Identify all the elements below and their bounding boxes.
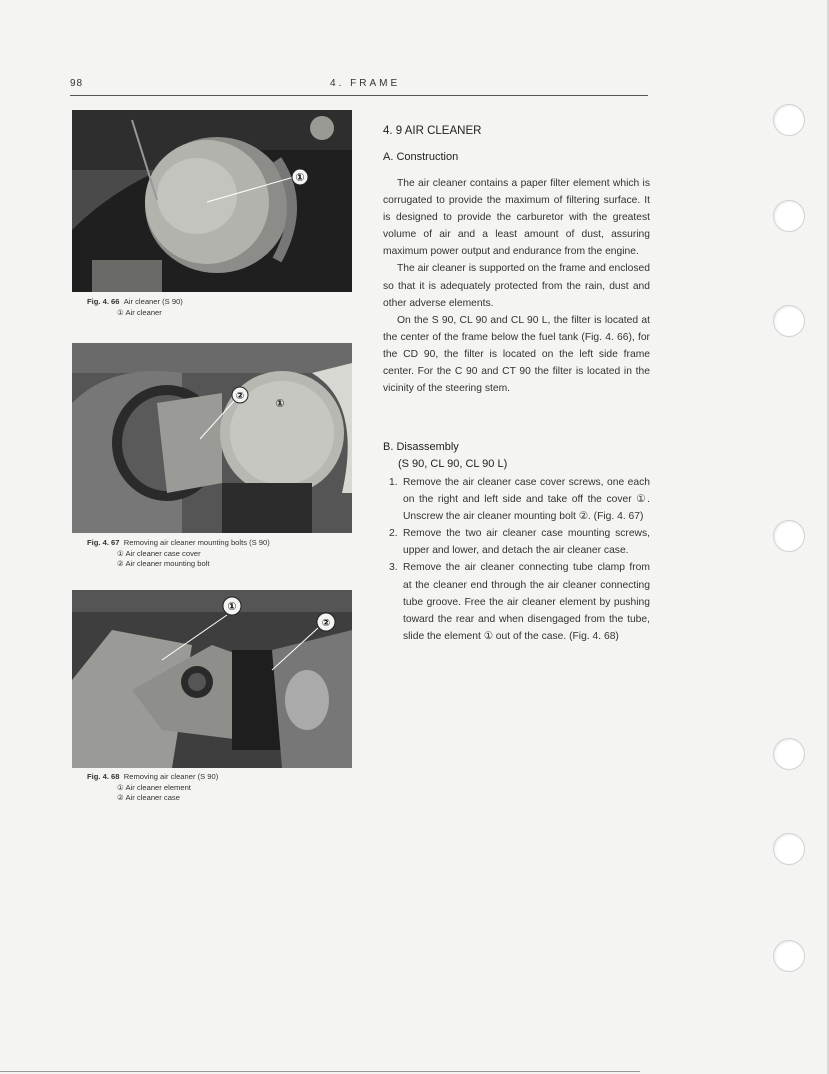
figure-4-68-photo [72, 590, 352, 768]
punch-hole [773, 104, 805, 136]
disassembly-heading: B. Disassembly [383, 441, 459, 453]
figure-4-66-caption [87, 297, 183, 318]
caption-title: Air cleaner (S 90) [123, 297, 183, 306]
punch-hole [773, 738, 805, 770]
footer-rule [0, 1071, 640, 1072]
list-item: 2. Remove the two air cleaner case mounting screws, upper and lower, and detach the air cleaner case. [389, 528, 650, 557]
caption-item: ① Air cleaner [117, 307, 162, 317]
punch-hole [773, 520, 805, 552]
page-number: 98 [70, 78, 84, 89]
callout-marker: ① [295, 171, 305, 184]
section-title: 4. 9 AIR CLEANER [383, 125, 482, 137]
caption-label: Fig. 4. 66 [87, 297, 120, 306]
caption-title: Removing air cleaner mounting bolts (S 90) [123, 538, 270, 547]
paragraph: The air cleaner is supported on the frame and enclosed so that it is adequately protected from the rain, dust and other adverse elements. [383, 263, 650, 309]
construction-body [383, 175, 650, 397]
caption-item: ① Air cleaner case cover [117, 548, 201, 558]
list-item: 3. Remove the air cleaner connecting tube clamp from at the cleaner end through the air cleaner connecting tube groove. Free the air cleaner element by pushing toward the rear and when disengaged from the tube, slide the element ① out of the case. (Fig. 4. 68) [389, 562, 650, 642]
paragraph: On the S 90, CL 90 and CL 90 L, the filter is located at the center of the frame below the fuel tank (Fig. 4. 66), for the CD 90, the filter is located on the left side frame center. For the C 90 and CT 90 the filter is located in the vicinity of the steering stem. [383, 314, 650, 395]
figure-4-67-photo [72, 343, 352, 533]
punch-hole [773, 305, 805, 337]
punch-hole [773, 200, 805, 232]
disassembly-subheading: (S 90, CL 90, CL 90 L) [398, 458, 508, 470]
figure-4-67-caption [87, 538, 270, 570]
punch-hole [773, 940, 805, 972]
figure-4-66-photo [72, 110, 352, 292]
callout-marker: ① [227, 600, 237, 613]
caption-item: ① Air cleaner element [117, 782, 191, 792]
figure-4-68-caption [87, 772, 218, 804]
callout-marker: ② [321, 618, 331, 629]
caption-item: ② Air cleaner mounting bolt [117, 559, 210, 568]
caption-label: Fig. 4. 67 [87, 538, 120, 547]
caption-title: Removing air cleaner (S 90) [123, 772, 219, 781]
punch-hole [773, 833, 805, 865]
construction-heading: A. Construction [383, 151, 459, 163]
header-rule [70, 95, 648, 96]
caption-label: Fig. 4. 68 [87, 772, 120, 781]
callout-marker: ② [235, 391, 245, 402]
caption-item: ② Air cleaner case [117, 793, 180, 802]
paragraph: The air cleaner contains a paper filter element which is corrugated to provide the maximum of filtering surface. It is designed to provide the carburetor with the greatest volume of air and a least amount of dust, assuring maximum power output and endurance from the engine. [383, 178, 650, 258]
disassembly-steps [386, 474, 650, 645]
list-item: 1. Remove the air cleaner case cover screws, one each on the right and left side and take off the cover ①. Unscrew the air cleaner mounting bolt ②. (Fig. 4. 67) [389, 477, 650, 523]
callout-marker: ① [275, 397, 285, 410]
chapter-title: 4. FRAME [330, 78, 401, 89]
